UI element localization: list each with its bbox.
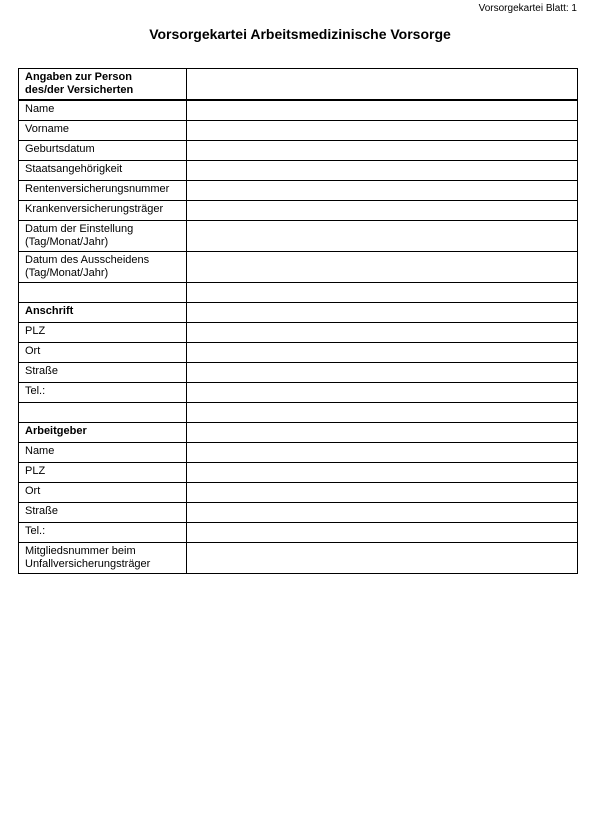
section-heading: Anschrift bbox=[19, 303, 187, 323]
form-row bbox=[19, 121, 578, 141]
field-value-cell[interactable] bbox=[187, 303, 578, 323]
field-value-cell[interactable] bbox=[187, 503, 578, 523]
form-row bbox=[19, 303, 578, 323]
form-row bbox=[19, 443, 578, 463]
page-title: Vorsorgekartei Arbeitsmedizinische Vorsorge bbox=[149, 26, 451, 42]
form-row bbox=[19, 181, 578, 201]
field-label: Krankenversicherungsträger bbox=[19, 201, 187, 221]
form-row bbox=[19, 141, 578, 161]
field-value-cell[interactable] bbox=[187, 543, 578, 574]
field-label: Staatsangehörigkeit bbox=[19, 161, 187, 181]
field-value-cell[interactable] bbox=[187, 161, 578, 181]
form-row bbox=[19, 252, 578, 283]
form-row bbox=[19, 503, 578, 523]
form-row bbox=[19, 100, 578, 121]
form-row bbox=[19, 69, 578, 101]
field-value-cell[interactable] bbox=[187, 181, 578, 201]
field-label: Geburtsdatum bbox=[19, 141, 187, 161]
field-value-cell[interactable] bbox=[187, 221, 578, 252]
field-value-cell[interactable] bbox=[187, 121, 578, 141]
field-value-cell[interactable] bbox=[187, 201, 578, 221]
field-value-cell[interactable] bbox=[187, 403, 578, 423]
form-row bbox=[19, 523, 578, 543]
section-heading: Arbeitgeber bbox=[19, 423, 187, 443]
form-row bbox=[19, 423, 578, 443]
field-label bbox=[19, 283, 187, 303]
field-value-cell[interactable] bbox=[187, 523, 578, 543]
field-value-cell[interactable] bbox=[187, 483, 578, 503]
form-row bbox=[19, 343, 578, 363]
field-label: Tel.: bbox=[19, 523, 187, 543]
sheet-number-label: Vorsorgekartei Blatt: 1 bbox=[478, 3, 577, 14]
field-value-cell[interactable] bbox=[187, 463, 578, 483]
field-label bbox=[19, 403, 187, 423]
section-heading: Angaben zur Person des/der Versicherten bbox=[19, 69, 187, 101]
field-label: Tel.: bbox=[19, 383, 187, 403]
field-value-cell[interactable] bbox=[187, 423, 578, 443]
form-row bbox=[19, 283, 578, 303]
form-row bbox=[19, 201, 578, 221]
field-label: Rentenversicherungsnummer bbox=[19, 181, 187, 201]
field-value-cell[interactable] bbox=[187, 252, 578, 283]
field-label: PLZ bbox=[19, 323, 187, 343]
form-row bbox=[19, 161, 578, 181]
record-form-table bbox=[18, 68, 578, 574]
field-value-cell[interactable] bbox=[187, 343, 578, 363]
field-value-cell[interactable] bbox=[187, 141, 578, 161]
field-label: Datum des Ausscheidens (Tag/Monat/Jahr) bbox=[19, 252, 187, 283]
field-value-cell[interactable] bbox=[187, 363, 578, 383]
field-label: PLZ bbox=[19, 463, 187, 483]
field-label: Name bbox=[19, 100, 187, 121]
field-value-cell[interactable] bbox=[187, 383, 578, 403]
field-label: Vorname bbox=[19, 121, 187, 141]
field-label: Ort bbox=[19, 343, 187, 363]
form-row bbox=[19, 323, 578, 343]
form-row bbox=[19, 403, 578, 423]
field-label: Ort bbox=[19, 483, 187, 503]
field-value-cell[interactable] bbox=[187, 100, 578, 121]
form-row bbox=[19, 383, 578, 403]
form-row bbox=[19, 463, 578, 483]
form-row bbox=[19, 363, 578, 383]
field-label: Mitgliedsnummer beim Unfallversicherungsträger bbox=[19, 543, 187, 574]
field-label: Name bbox=[19, 443, 187, 463]
field-label: Straße bbox=[19, 363, 187, 383]
field-value-cell[interactable] bbox=[187, 69, 578, 101]
form-row bbox=[19, 483, 578, 503]
field-value-cell[interactable] bbox=[187, 283, 578, 303]
field-value-cell[interactable] bbox=[187, 443, 578, 463]
field-label: Datum der Einstellung (Tag/Monat/Jahr) bbox=[19, 221, 187, 252]
field-label: Straße bbox=[19, 503, 187, 523]
form-row bbox=[19, 543, 578, 574]
field-value-cell[interactable] bbox=[187, 323, 578, 343]
form-row bbox=[19, 221, 578, 252]
